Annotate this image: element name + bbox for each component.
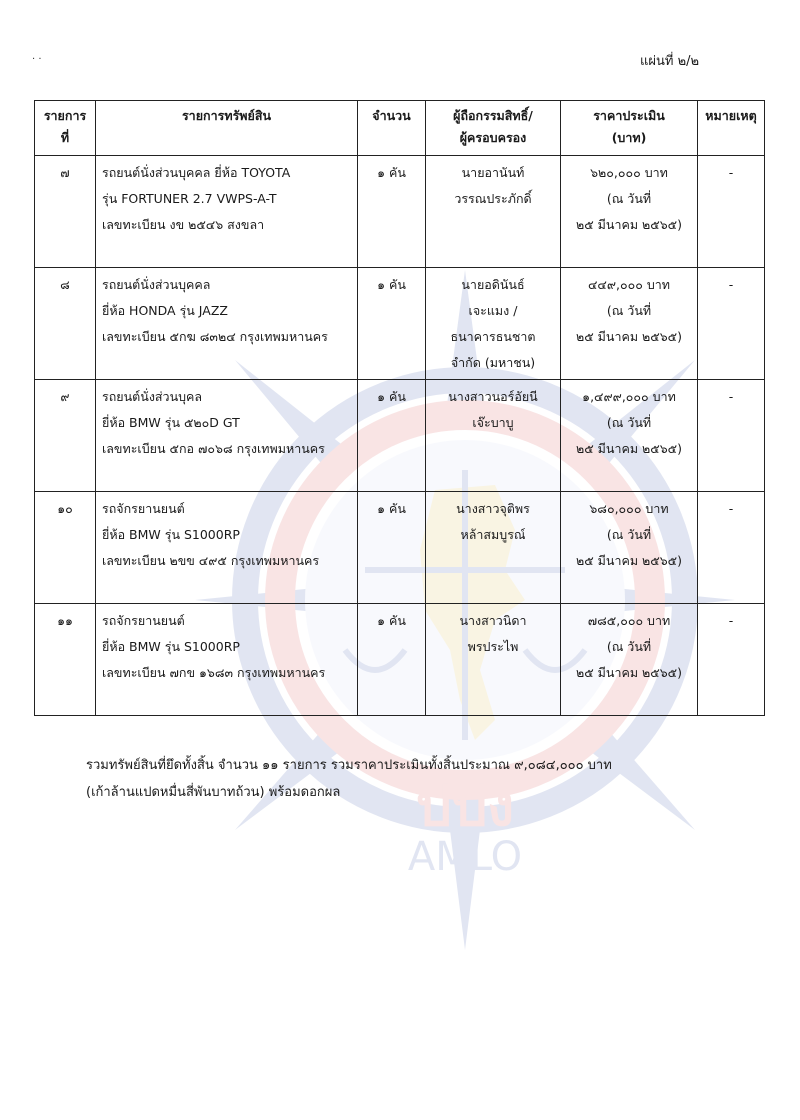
row-owner: นางสาวนอร์อัยนี เจ๊ะบาบู xyxy=(426,380,561,492)
page-number: แผ่นที่ ๒/๒ xyxy=(640,54,700,69)
summary-line-1: รวมทรัพย์สินที่ยึดทั้งสิ้น จำนวน ๑๑ รายการ รวมราคาประเมินทั้งสิ้นประมาณ ๙,๐๘๔,๐๐๐ บาท xyxy=(86,758,612,773)
row-price: ๖๒๐,๐๐๐ บาท (ณ วันที่ ๒๕ มีนาคม ๒๕๖๕) xyxy=(561,156,698,268)
summary-line-2: (เก้าล้านแปดหมื่นสี่พันบาทถ้วน) พร้อมดอกผล xyxy=(86,785,341,800)
row-note: - xyxy=(698,156,765,268)
table-row xyxy=(35,492,765,604)
row-owner: นางสาวจุติพร หล้าสมบูรณ์ xyxy=(426,492,561,604)
row-price: ๖๘๐,๐๐๐ บาท (ณ วันที่ ๒๕ มีนาคม ๒๕๖๕) xyxy=(561,492,698,604)
row-note: - xyxy=(698,268,765,380)
row-note: - xyxy=(698,604,765,716)
row-owner: นายอดินันธ์ เจะแมง / ธนาคารธนชาต จำกัด (มหาชน) xyxy=(426,268,561,380)
assets-table xyxy=(34,100,765,716)
row-quantity: ๑ คัน xyxy=(358,156,426,268)
row-no: ๘ xyxy=(35,268,96,380)
header-price: ราคาประเมิน (บาท) xyxy=(561,101,698,156)
row-description: รถยนต์นั่งส่วนบุคคล ยี่ห้อ HONDA รุ่น JAZZ เลขทะเบียน ๕กฆ ๘๓๒๔ กรุงเทพมหานคร xyxy=(96,268,358,380)
row-note: - xyxy=(698,492,765,604)
row-price: ๗๘๕,๐๐๐ บาท (ณ วันที่ ๒๕ มีนาคม ๒๕๖๕) xyxy=(561,604,698,716)
row-no: ๑๑ xyxy=(35,604,96,716)
table-row xyxy=(35,380,765,492)
table-row xyxy=(35,604,765,716)
header-owner: ผู้ถือกรรมสิทธิ์/ ผู้ครอบครอง xyxy=(426,101,561,156)
row-quantity: ๑ คัน xyxy=(358,492,426,604)
row-price: ๑,๔๙๙,๐๐๐ บาท (ณ วันที่ ๒๕ มีนาคม ๒๕๖๕) xyxy=(561,380,698,492)
row-description: รถจักรยานยนต์ ยี่ห้อ BMW รุ่น S1000RP เลขทะเบียน ๒ขข ๔๙๕ กรุงเทพมหานคร xyxy=(96,492,358,604)
row-description: รถยนต์นั่งส่วนบุคคล ยี่ห้อ TOYOTA รุ่น FORTUNER 2.7 VWPS-A-T เลขทะเบียน งข ๒๕๔๖ สงขลา xyxy=(96,156,358,268)
row-no: ๑๐ xyxy=(35,492,96,604)
corner-mark: · · xyxy=(32,54,42,65)
table-row xyxy=(35,268,765,380)
summary-paragraph xyxy=(86,752,746,806)
header-note: หมายเหตุ xyxy=(698,101,765,156)
watermark-text-th: ปปง xyxy=(415,774,515,839)
row-no: ๗ xyxy=(35,156,96,268)
header-item: รายการทรัพย์สิน xyxy=(96,101,358,156)
watermark-text-en: AMLO xyxy=(407,834,523,880)
row-note: - xyxy=(698,380,765,492)
table-row xyxy=(35,156,765,268)
row-no: ๙ xyxy=(35,380,96,492)
row-description: รถยนต์นั่งส่วนบุคล ยี่ห้อ BMW รุ่น ๕๒๐D GT เลขทะเบียน ๕กอ ๗๐๖๘ กรุงเทพมหานคร xyxy=(96,380,358,492)
row-quantity: ๑ คัน xyxy=(358,604,426,716)
row-quantity: ๑ คัน xyxy=(358,268,426,380)
row-description: รถจักรยานยนต์ ยี่ห้อ BMW รุ่น S1000RP เลขทะเบียน ๗กข ๑๖๘๓ กรุงเทพมหานคร xyxy=(96,604,358,716)
row-owner: นางสาวนิดา พรประไพ xyxy=(426,604,561,716)
row-owner: นายอานันท์ วรรณประภักดิ์ xyxy=(426,156,561,268)
table-header-row xyxy=(35,101,765,156)
header-no: รายการ ที่ xyxy=(35,101,96,156)
header-quantity: จำนวน xyxy=(358,101,426,156)
row-price: ๔๔๙,๐๐๐ บาท (ณ วันที่ ๒๕ มีนาคม ๒๕๖๕) xyxy=(561,268,698,380)
row-quantity: ๑ คัน xyxy=(358,380,426,492)
